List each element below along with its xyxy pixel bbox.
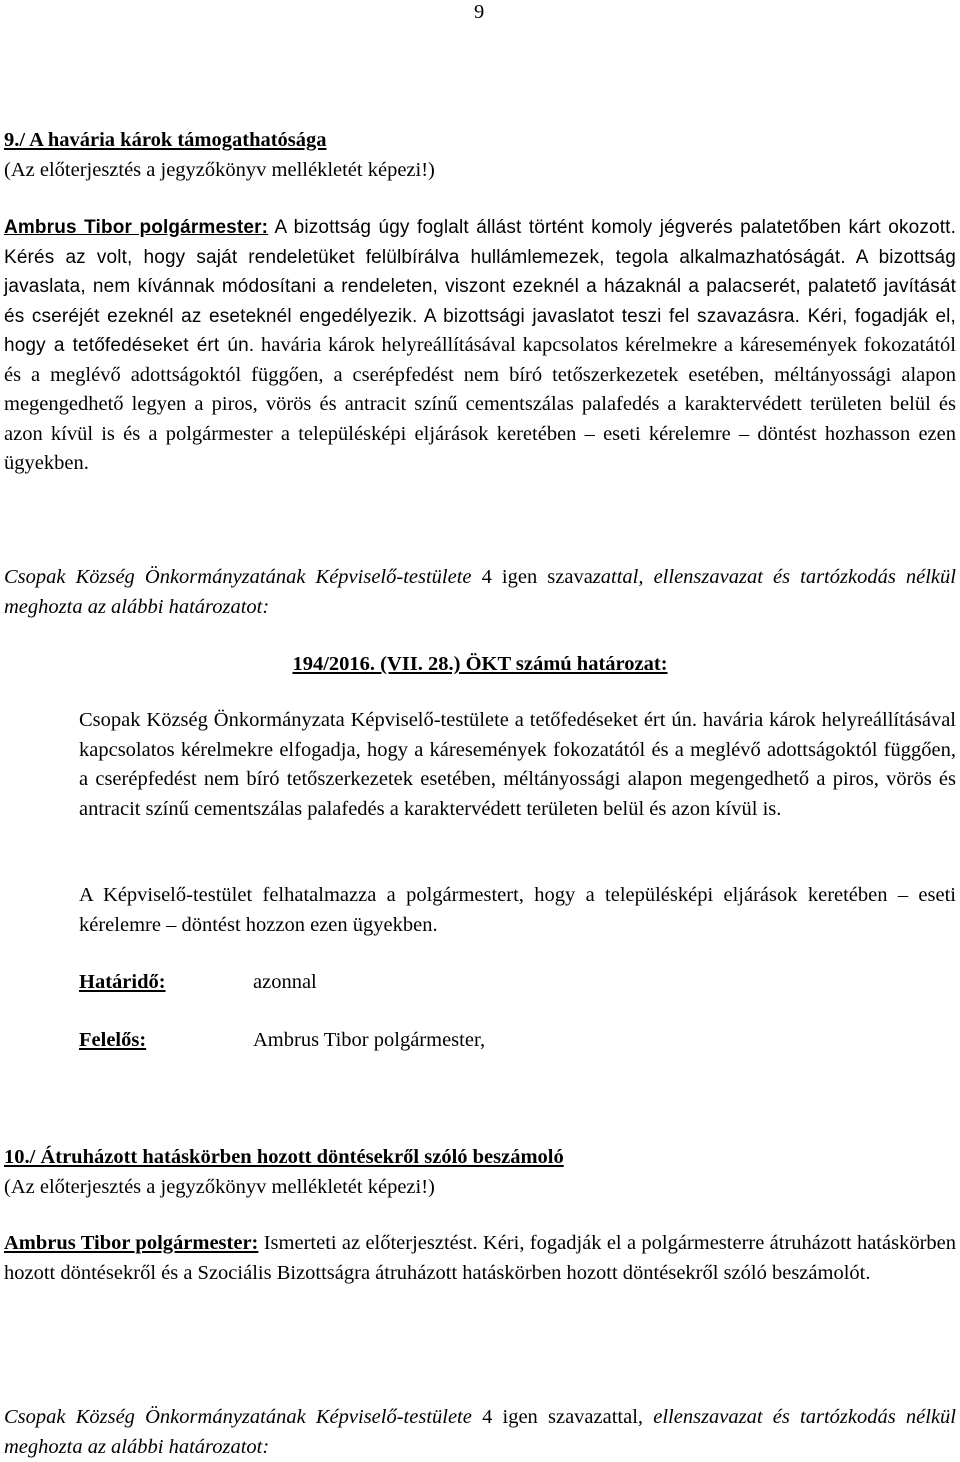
section-10-vote-b: 4 igen szavazattal — [482, 1406, 638, 1428]
section-9-vote-a: Csopak Község Önkormányzatának Képviselő-testülete — [4, 566, 482, 588]
page-number: 9 — [474, 1, 485, 23]
resolution-number: 194/2016. (VII. 28.) — [292, 653, 461, 675]
section-9-vote-c: zattal, ellenszavazat és tartózkodás nélkül meghozta az alábbi határozatot: — [4, 566, 956, 618]
section-9-speech-part1: A bizottság úgy foglalt állást történt komoly jégverés palatetőben kárt okozott. Kérés az volt, hogy saját rendeletüket felülbírálva hullámlemezek, tegola alkalmazhatóságát. A bizottság javaslata, nem kívánnak módosítani a rendeleten, viszont ezeknél a házaknál a palacserét, palatető javítását és cseréjét ezeknél az eseteknél engedélyezik. A bizottsági javaslatot teszi fel szavazásra. Kéri, fogadják el, hogy a tetőfedéseket ért ún. — [4, 217, 956, 356]
resolution-label: ÖKT számú határozat: — [460, 653, 668, 675]
section-10-speech — [4, 1229, 956, 1288]
section-9-header — [4, 126, 956, 185]
section-9-heading: 9./ A havária károk támogathatósága — [4, 129, 327, 151]
deadline-label: Határidő: — [79, 971, 166, 993]
resolution-title — [4, 650, 956, 680]
section-9-vote — [4, 563, 956, 622]
resolution-paragraph-2: A Képviselő-testület felhatalmazza a polgármestert, hogy a településképi eljárások keretében – eseti kérelemre – döntést hozzon ezen ügyekben. — [79, 884, 956, 936]
section-10-subheading: (Az előterjesztés a jegyzőkönyv mellékletét képezi!) — [4, 1175, 435, 1198]
section-9-speaker: Ambrus Tibor polgármester: — [4, 217, 269, 238]
deadline-value: azonnal — [253, 971, 317, 993]
section-9-speech-part2: havária károk helyreállításával kapcsolatos kérelmekre a káresemények fokozatától és a meglévő adottságoktól függően, a cserépfedést nem bíró tetőszerkezetek esetében, méltányossági alapon megengedhető legyen a piros, vörös és antracit színű cementszálas palafedés a karaktervédett területen belül és azon kívül is és a polgármester a településképi eljárások keretében – eseti kérelemre – döntést hozhasson ezen ügyekben. — [4, 334, 956, 474]
section-10-speaker: Ambrus Tibor polgármester: — [4, 1232, 259, 1254]
section-9-vote-b: 4 igen szava — [481, 566, 593, 588]
responsible-row — [79, 1026, 485, 1056]
responsible-value: Ambrus Tibor polgármester, — [253, 1029, 486, 1051]
responsible-label: Felelős: — [79, 1029, 147, 1051]
section-9-speech — [4, 213, 956, 479]
section-10-speech-text: Ismerteti az előterjesztést. Kéri, fogadják el a polgármesterre átruházott hatáskörben hozott döntésekről és a Szociális Bizottságra átruházott hatáskörben hozott döntésekről szóló beszámolót. — [4, 1232, 956, 1284]
section-10-vote-c: , ellenszavazat és tartózkodás nélkül meghozta az alábbi határozatot: — [4, 1406, 957, 1458]
section-9-subheading: (Az előterjesztés a jegyzőkönyv mellékletét képezi!) — [4, 158, 435, 181]
section-10-heading: 10./ Átruházott hatáskörben hozott döntésekről szóló beszámoló — [4, 1146, 564, 1168]
resolution-paragraph-1: Csopak Község Önkormányzata Képviselő-testülete a tetőfedéseket ért ún. havária károk helyreállításával kapcsolatos kérelmekre elfogadja, hogy a káresemények fokozatától és a meglévő adottságoktól függően, a cserépfedést nem bíró tetőszerkezetek esetében, méltányossági alapon megengedhető a piros, vörös és antracit színű cementszálas palafedés a karaktervédett területen belül és azon kívül is. — [79, 709, 956, 820]
section-10-vote — [4, 1403, 956, 1462]
section-10-vote-a: Csopak Község Önkormányzatának Képviselő-testülete — [4, 1406, 483, 1428]
deadline-row — [79, 968, 317, 998]
section-10-header — [4, 1143, 956, 1202]
